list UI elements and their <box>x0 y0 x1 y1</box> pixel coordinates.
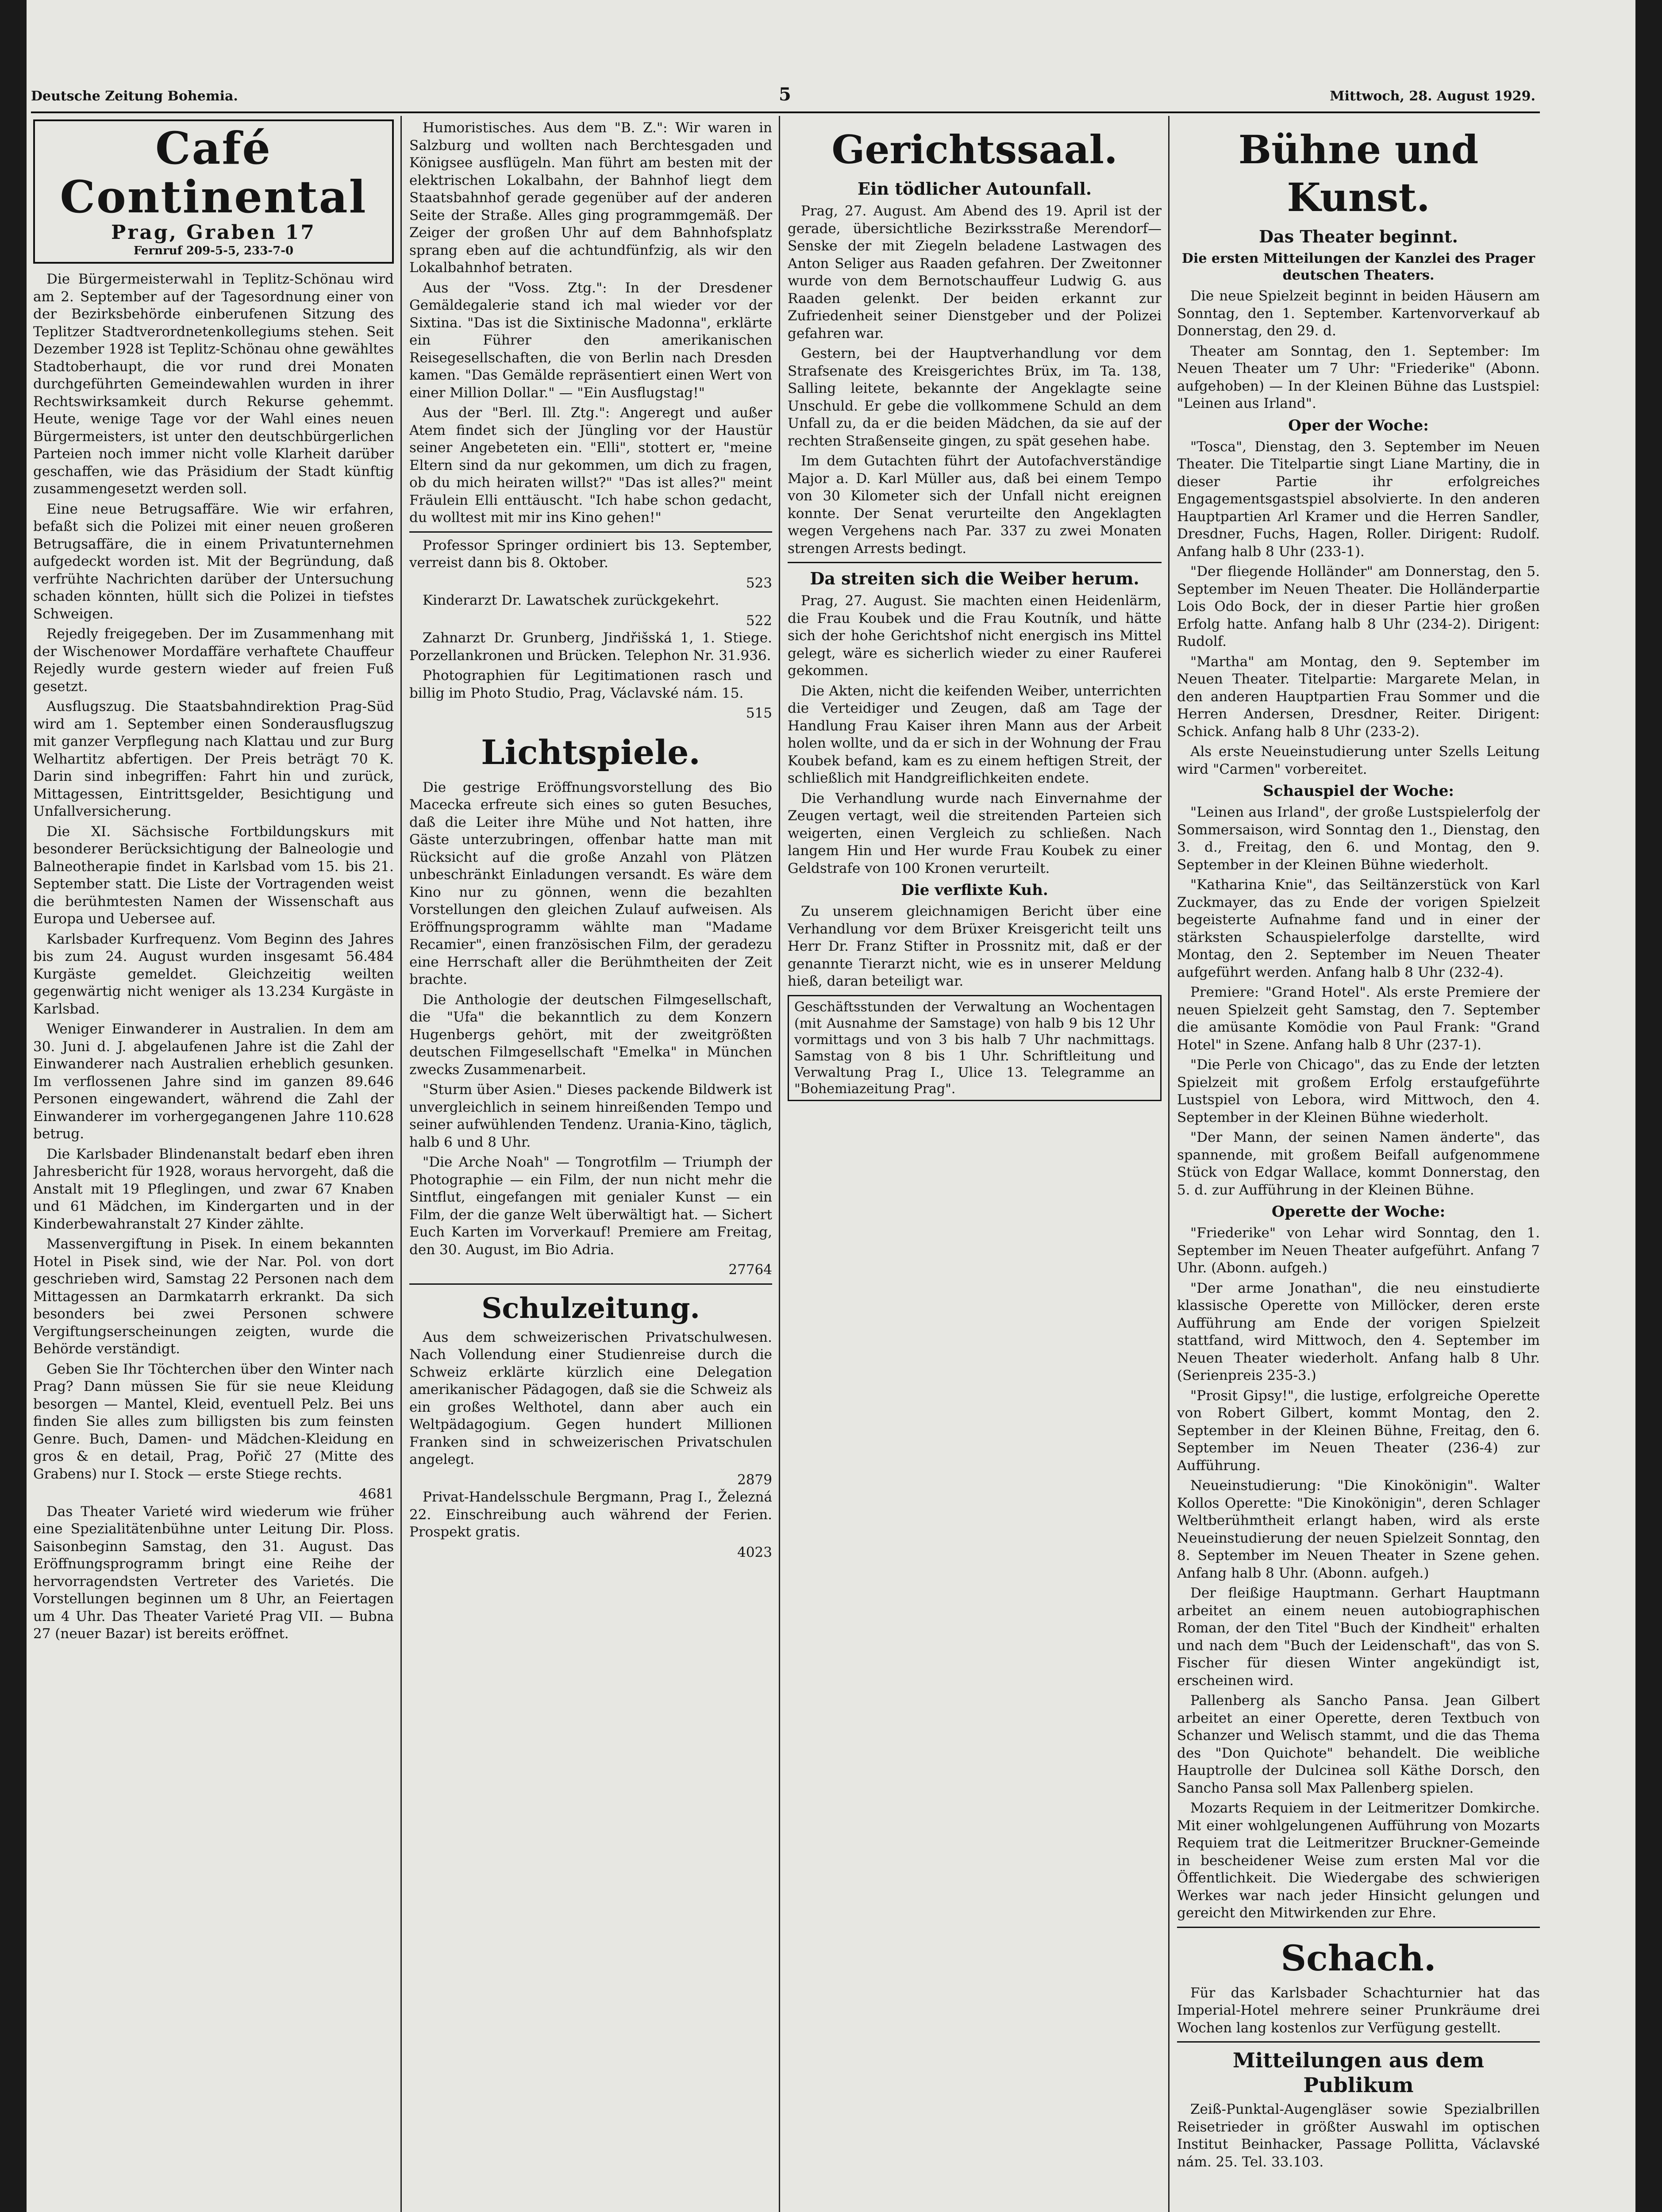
article-headline: Die verflixte Kuh. <box>901 881 1048 899</box>
column-2 <box>409 119 772 2212</box>
column-3 <box>788 119 1162 2212</box>
sub-heading: Oper der Woche: <box>1288 416 1429 434</box>
article-paragraph: "Martha" am Montag, den 9. September im Neuen Theater. Titelpartie: Margarete Melan, in den anderen Hauptpartien Frau Sommer und die Herren Andersen, Dresdner, Reiter. Dirigent: Schick. Anfang halb 8 Uhr (233-2). <box>1177 653 1540 740</box>
notice: Professor Springer ordiniert bis 13. September, verreist dann bis 8. Oktober. <box>409 537 772 571</box>
article-paragraph: Die Verhandlung wurde nach Einvernahme der Zeugen vertagt, weil die streitenden Parteien sich weigerten, einen Vergleich zu schließen. Nach langem Hin und Her wurde Frau Koubek zu einer Geldstrafe von 100 Kronen verurteilt. <box>788 790 1162 876</box>
column-rule <box>1168 116 1170 2212</box>
ad-address: Prag, Graben 17 <box>111 221 316 244</box>
column-rule <box>400 116 402 2212</box>
article-intro: Die ersten Mitteilungen der Kanzlei des Prager deutschen Theaters. <box>1181 251 1535 283</box>
article-paragraph: Im dem Gutachten führt der Autofachverständige Major a. D. Karl Müller aus, daß bei einem Tempo von 30 Kilometer sich der Unfall nicht ereignen konnte. Der Senat verurteilte den Angeklagten wegen Vergehens nach Par. 337 zu zwei Monaten strengen Arrests bedingt. <box>788 453 1162 557</box>
article-paragraph: Prag, 27. August. Am Abend des 19. April ist der gerade, übersichtliche Bezirksstraße Merendorf—Senske der mit Ziegeln beladene Lastwagen des Anton Seliger aus Raaden gefahren. Der Zweitonner wurde von dem Bernotschauffeur Ludwig G. aus Raaden gelenkt. Der beiden erkannt zur Zufriedenheit seiner Dienstgeber und der Polizei gefahren war. <box>788 203 1162 342</box>
article-headline: Ein tödlicher Autounfall. <box>857 179 1092 199</box>
article-paragraph: Die XI. Sächsische Fortbildungskurs mit besonderer Berücksichtigung der Balneologie und Balneotherapie findet in Karlsbad vom 15. bis 21. September statt. Die Liste der Vortragenden weist die berühmtesten Namen der Wissenschaft aus Europa und Uebersee auf. <box>33 823 394 927</box>
article-paragraph: Humoristisches. Aus dem "B. Z.": Wir waren in Salzburg und wollten nach Berchtesgaden und Königsee ausflügeln. Man führt am besten mit der elektrischen Lokalbahn, der Bahnhof liegt dem Staatsbahnhof gerade gegenüber auf der anderen Seite der Straße. Alles ging programmgemäß. Der Zeiger der großen Uhr auf dem Bahnhofsplatz sprang eben auf die achtundfünfzig, als wir den Lokalbahnhof betraten. <box>409 120 772 276</box>
issue-date: Mittwoch, 28. August 1929. <box>1330 88 1535 104</box>
article-paragraph: "Die Arche Noah" — Tongrotfilm — Triumph der Photographie — ein Film, der nun nicht mehr die Sintflut, eingefangen mit genialer Kunst — ein Film, der die ganze Welt überwältigt hat. — Sichert Euch Karten im Vorverkauf! Premiere am Freitag, den 30. August, im Bio Adria. <box>409 1154 772 1258</box>
divider <box>409 531 772 533</box>
article-paragraph: Eine neue Betrugsaffäre. Wie wir erfahren, befaßt sich die Polizei mit einer neuen großeren Betrugsaffäre, die in einem Privatunternehmen aufgedeckt worden ist. Mit der Begründung, daß verfrühte Nachrichten darüber der Untersuchung schaden könnten, hüllt sich die Polizei in tiefstes Schweigen. <box>33 501 394 622</box>
article-paragraph: Geben Sie Ihr Töchterchen über den Winter nach Prag? Dann müssen Sie für sie neue Kleidung besorgen — Mantel, Kleid, eventuell Pelz. Bei uns finden Sie alles zum billigsten bis zum feinsten Genre. Buch, Damen- und Mädchen-Kleidung en gros & en detail, Prag, Pořič 27 (Mitte des Grabens) nur I. Stock — erste Stiege rechts. <box>33 1361 394 1482</box>
sub-heading: Operette der Woche: <box>1271 1203 1446 1221</box>
article-paragraph: "Friederike" von Lehar wird Sonntag, den 1. September im Neuen Theater aufgeführt. Anfang 7 Uhr. (Abonn. aufgeh.) <box>1177 1225 1540 1276</box>
section-title-schulzeitung: Schulzeitung. <box>481 1291 700 1325</box>
article-paragraph: Aus der "Berl. Ill. Ztg.": Angeregt und außer Atem findet sich der Jüngling vor der Haustür seiner Angebeteten ein. "Elli", stottert er, "meine Eltern sind da nur gekommen, um dich zu fragen, ob du mich heiraten willst?" "Das ist alles?" meint Fräulein Elli enttäuscht. "Ich habe schon gedacht, du wolltest mit mir ins Kino gehen!" <box>409 405 772 526</box>
article-paragraph: Für das Karlsbader Schachturnier hat das Imperial-Hotel mehrere seiner Prunkräume drei Wochen lang kostenlos zur Verfügung gestellt. <box>1177 1985 1540 2036</box>
notice: Kinderarzt Dr. Lawatschek zurückgekehrt. <box>423 592 719 608</box>
article-paragraph: Premiere: "Grand Hotel". Als erste Premiere der neuen Spielzeit geht Samstag, den 7. September die amüsante Komödie von Paul Frank: "Grand Hotel" in Szene. Anfang halb 8 Uhr (237-1). <box>1177 984 1540 1053</box>
article-paragraph: Zeiß-Punktal-Augengläser sowie Spezialbrillen Reisetrieder in größter Auswahl im optischen Institut Beinhacker, Passage Pollitta, Václavské nám. 25. Tel. 33.103. <box>1177 2101 1540 2170</box>
ad-name: Café Continental <box>60 122 367 223</box>
article-paragraph: Massenvergiftung in Pisek. In einem bekannten Hotel in Pisek sind, wie der Nar. Pol. von dort geschrieben wird, Samstag 22 Personen nach dem Mittagessen an Darmkatarrh erkrankt. Da sich besonders bei zwei Personen schwere Vergiftungserscheinungen zeigten, wurde die Behörde verständigt. <box>33 1236 394 1357</box>
header-rule <box>31 111 1540 113</box>
divider <box>788 562 1162 563</box>
reference-number: 4023 <box>737 1544 772 1560</box>
article-paragraph: Zu unserem gleichnamigen Bericht über eine Verhandlung vor dem Brüxer Kreisgericht teilt uns Herr Dr. Franz Stifter in Prossnitz mit, daß er der genannte Tierarzt nicht, wie es in unserer Meldung hieß, daran beteiligt war. <box>788 903 1162 989</box>
article-paragraph: Aus der "Voss. Ztg.": In der Dresdener Gemäldegalerie stand ich mal wieder vor der Sixtina. "Das ist die Sixtinische Madonna", erklärte ein Führer den amerikanischen Reisegesellschaften, die von Berlin nach Dresden kamen. "Das Gemälde repräsentiert einen Wert von einer Million Dollar." — "Ein Ausflugstag!" <box>409 280 772 401</box>
article-paragraph: Gestern, bei der Hauptverhandlung vor dem Strafsenate des Kreisgerichtes Brüx, im Ta. 138, Salling leitete, bekannte der Angeklagte seine Unschuld. Er gebe die vollkommene Schuld an dem Unfall zu, da er die beiden Mädchen, da sie auf der rechten Straßenseite gingen, zu spät gesehen habe. <box>788 346 1162 449</box>
notice-ref: 522 <box>746 612 772 629</box>
scan-edge-right <box>1635 0 1662 2212</box>
article-paragraph: Prag, 27. August. Sie machten einen Heidenlärm, die Frau Koubek und die Frau Koutník, und hätte sich der hohe Gerichtshof nicht energisch ins Mittel gelegt, wäre es sicherlich wieder zu einer Rauferei gekommen. <box>788 593 1162 679</box>
article-paragraph: Die gestrige Eröffnungsvorstellung des Bio Macecka erfreute sich eines so guten Besuches, daß die Leiter ihre Mühe und Not hatten, ihre Gäste unterzubringen, offenbar hatte man mit Rücksicht auf die große Anzahl von Plätzen unbeschränkt Einladungen versandt. Es wäre dem Kino nur zu gönnen, wenn die bezahlten Vorstellungen den gleichen Zulauf aufweisen. Als Eröffnungsprogramm wählte man "Madame Recamier", einen französischen Film, der geradezu eine Herrschaft aller die Berühmtheiten der Zeit brachte. <box>409 779 772 987</box>
section-title-lichtspiele: Lichtspiele. <box>481 732 700 772</box>
article-headline: Da streiten sich die Weiber herum. <box>810 568 1139 588</box>
reference-number: 4681 <box>359 1486 394 1502</box>
article-paragraph: "Tosca", Dienstag, den 3. September im Neuen Theater. Die Titelpartie singt Liane Martiny, die in dieser Partie ihr erfolgreiches Engagementsgastspiel absolvierte. In den anderen Hauptpartien Arl Kramer und die Herren Sandler, Dresdner, Fuchs, Hagen, Roller. Dirigent: Rudolf. Anfang halb 8 Uhr (233-1). <box>1177 438 1540 560</box>
section-title-schach: Schach. <box>1281 1937 1436 1979</box>
article-paragraph: Theater am Sonntag, den 1. September: Im Neuen Theater um 7 Uhr: "Friederike" (Abonn. aufgehoben) — In der Kleinen Bühne das Lustspiel: "Leinen aus Irland". <box>1177 343 1540 411</box>
notice: Zahnarzt Dr. Grunberg, Jindřišská 1, 1. Stiege. Porzellankronen und Brücken. Telephon Nr. 31.936. <box>409 630 772 664</box>
article-paragraph: Mozarts Requiem in der Leitmeritzer Domkirche. Mit einer wohlgelungenen Aufführung von Mozarts Requiem trat die Leitmeritzer Bruckner-Gemeinde in bescheidener Weise zum ersten Mal vor die Öffentlichkeit. Die Wiedergabe des schwierigen Werkes war nach jeder Hinsicht gelungen und gereicht den Mitwirkenden zur Ehre. <box>1177 1800 1540 1921</box>
article-paragraph: Karlsbader Kurfrequenz. Vom Beginn des Jahres bis zum 24. August wurden insgesamt 56.484 Kurgäste gemeldet. Gleichzeitig weilten gegenwärtig nicht weniger als 13.234 Kurgäste in Karlsbad. <box>33 931 394 1017</box>
article-paragraph: Neueinstudierung: "Die Kinokönigin". Walter Kollos Operette: "Die Kinokönigin", deren Schlager Weltberühmtheit erlangt haben, wird als erste Neueinstudierung der neuen Spielzeit Sonntag, den 8. September im Neuen Theater in Szene gehen. Anfang halb 8 Uhr. (Abonn. aufgeh.) <box>1177 1478 1540 1581</box>
article-paragraph: Weniger Einwanderer in Australien. In dem am 30. Juni d. J. abgelaufenen Jahre ist die Zahl der Einwanderer nach Australien erheblich gesunken. Im verflossenen Jahre sind im ganzen 89.646 Personen eingewandert, während die Zahl der Einwanderer im vorhergegangenen Jahre 110.628 betrug. <box>33 1021 394 1142</box>
section-title-buehne: Bühne und Kunst. <box>1238 127 1479 220</box>
page-header <box>31 84 1535 108</box>
notice-ref: 523 <box>746 575 772 591</box>
article-paragraph: Aus dem schweizerischen Privatschulwesen. Nach Vollendung einer Studienreise durch die Schweiz erklärte kürzlich eine Delegation amerikanischer Pädagogen, daß sie die Schweiz als ein großes Welthotel, dann aber auch ein Weltpädagogium. Gegen hundert Millionen Franken sind in schweizerischen Privatschulen angelegt. <box>409 1329 772 1467</box>
ad-phone: Fernruf 209-5-5, 233-7-0 <box>133 244 294 257</box>
reference-number: 2879 <box>737 1471 772 1488</box>
article-paragraph: "Der Mann, der seinen Namen änderte", das spannende, mit großem Beifall aufgenommene Stück von Edgar Wallace, kommt Donnerstag, den 5. d. zur Aufführung in der Kleinen Bühne. <box>1177 1129 1540 1198</box>
article-paragraph: Die Bürgermeisterwahl in Teplitz-Schönau wird am 2. September auf der Tagesordnung einer von der Bezirksbehörde einberufenen Sitzung des Teplitzer Stadtverordnetenkollegiums stehen. Seit Dezember 1928 ist Teplitz-Schönau ohne gewähltes Stadtoberhaupt, die vor rund drei Monaten durchgeführten Gemeindewahlen wurden in ihrer Rechtswirksamkeit durch Rekurse gehemmt. Heute, wenige Tage vor der Wahl eines neuen Bürgermeisters, ist unter den deutschbürgerlichen Parteien noch immer nicht volle Klarheit darüber geschaffen, wie das Präsidium der Stadt künftig zusammengesetzt werden soll. <box>33 271 394 497</box>
article-paragraph: Die Karlsbader Blindenanstalt bedarf eben ihren Jahresbericht für 1928, woraus hervorgeht, daß die Anstalt mit 19 Pfleglingen, und zwar 67 Knaben und 61 Mädchen, im Kindergarten und in der Kinderbewahranstalt 27 Kinder zählte. <box>33 1146 394 1232</box>
section-title-gerichtssaal: Gerichtssaal. <box>831 127 1118 173</box>
article-paragraph: "Leinen aus Irland", der große Lustspielerfolg der Sommersaison, wird Sonntag den 1., Dienstag, den 3. d., Freitag, den 6. und Montag, den 9. September in der Kleinen Bühne wiederholt. <box>1177 804 1540 873</box>
notice-ref: 515 <box>746 705 772 721</box>
article-headline: Das Theater beginnt. <box>1259 227 1458 246</box>
article-paragraph: Das Theater Varieté wird wiederum wie früher eine Spezialitätenbühne unter Leitung Dir. Ploss. Saisonbeginn Samstag, den 31. August. Das Eröffnungsprogramm bringt eine Reihe der hervorragendsten Vertreter des Varietés. Die Vorstellungen beginnen um 8 Uhr, an Feiertagen um 4 Uhr. Das Theater Varieté Prag VII. — Bubna 27 (neuer Bazar) ist bereits eröffnet. <box>33 1503 394 1642</box>
article-paragraph: Der fleißige Hauptmann. Gerhart Hauptmann arbeitet an einem neuen autobiographischen Roman, der den Titel "Buch der Kindheit" erhalten und nach dem "Buch der Leidenschaft", das von S. Fischer für diesen Winter angekündigt ist, erscheinen wird. <box>1177 1585 1540 1689</box>
divider <box>1177 1927 1540 1928</box>
column-4 <box>1177 119 1540 2212</box>
section-title-publikum: Mitteilungen aus dem Publikum <box>1232 2048 1485 2097</box>
column-1 <box>33 119 394 2212</box>
divider <box>409 1283 772 1285</box>
column-rule <box>779 116 780 2212</box>
article-paragraph: "Der arme Jonathan", die neu einstudierte klassische Operette von Millöcker, deren erste Aufführung am Ende der vorigen Spielzeit stattfand, wird Mittwoch, den 4. September im Neuen Theater wiederholt. Anfang halb 8 Uhr. (Serienpreis 235-3.) <box>1177 1280 1540 1383</box>
sub-heading: Schauspiel der Woche: <box>1263 782 1454 800</box>
article-paragraph: Als erste Neueinstudierung unter Szells Leitung wird "Carmen" vorbereitet. <box>1177 744 1540 777</box>
article-paragraph: "Der fliegende Holländer" am Donnerstag, den 5. September im Neuen Theater. Die Holländerpartie Lois Odo Bock, der in dieser Partie hier großen Erfolg hatte. Anfang halb 8 Uhr (234-2). Dirigent: Rudolf. <box>1177 564 1540 649</box>
article-paragraph: Die neue Spielzeit beginnt in beiden Häusern am Sonntag, den 1. September. Kartenvorverkauf ab Donnerstag, den 29. d. <box>1177 288 1540 339</box>
article-paragraph: Rejedly freigegeben. Der im Zusammenhang mit der Wischenower Mordaffäre verhaftete Chauffeur Rejedly wurde gestern wieder auf freien Fuß gesetzt. <box>33 626 394 695</box>
article-paragraph: Privat-Handelsschule Bergmann, Prag I., Železná 22. Einschreibung auch während der Ferien. Prospekt gratis. <box>409 1489 772 1540</box>
cafe-continental-ad <box>33 119 394 264</box>
article-paragraph: "Sturm über Asien." Dieses packende Bildwerk ist unvergleichlich in seinem hinreißenden Tempo und seiner aufwühlenden Tendenz. Urania-Kino, täglich, halb 6 und 8 Uhr. <box>409 1082 772 1150</box>
article-paragraph: "Prosit Gipsy!", die lustige, erfolgreiche Operette von Robert Gilbert, kommt Montag, den 2. September in der Kleinen Bühne, Freitag, den 6. September im Neuen Theater (236-4) zur Aufführung. <box>1177 1387 1540 1474</box>
newspaper-name: Deutsche Zeitung Bohemia. <box>31 88 238 104</box>
article-paragraph: Die Anthologie der deutschen Filmgesellschaft, die "Ufa" die bekanntlich zu dem Konzern Hugenbergs gehört, mit der zweitgrößten deutschen Filmgesellschaft "Emelka" in München zwecks Zusammenarbeit. <box>409 991 772 1078</box>
article-paragraph: "Die Perle von Chicago", das zu Ende der letzten Spielzeit mit großem Erfolg erstaufgeführte Lustspiel von Lebora, wird Mittwoch, den 4. September in der Kleinen Bühne wiederholt. <box>1177 1057 1540 1125</box>
article-paragraph: Ausflugszug. Die Staatsbahndirektion Prag-Süd wird am 1. September einen Sonderausflugszug mit ganzer Verpflegung nach Klattau und zur Burg Welhartitz abfertigen. Der Preis beträgt 70 K. Darin sind inbegriffen: Fahrt hin und zurück, Mittagessen, Eintrittsgelder, Besichtigung und Unfallversicherung. <box>33 699 394 819</box>
page-number: 5 <box>779 84 791 105</box>
office-hours-box: Geschäftsstunden der Verwaltung an Wochentagen (mit Ausnahme der Samstage) von halb 9 bis 12 Uhr vormittags und von 3 bis halb 7 Uhr nachmittags. Samstag von 8 bis 1 Uhr. Schriftleitung und Verwaltung Prag I., Ulice 13. Telegramme an "Bohemiazeitung Prag". <box>788 995 1162 1101</box>
divider <box>1177 2041 1540 2043</box>
article-paragraph: Pallenberg als Sancho Pansa. Jean Gilbert arbeitet an einer Operette, deren Textbuch von Schanzer und Welisch stammt, und die das Thema des "Don Quichote" behandelt. Die weibliche Hauptrolle der Dulcinea soll Käthe Dorsch, den Sancho Pansa soll Max Pallenberg spielen. <box>1177 1693 1540 1796</box>
article-paragraph: "Katharina Knie", das Seiltänzerstück von Karl Zuckmayer, das zu Ende der vorigen Spielzeit begeisterte Aufnahme fand und in einer der stärksten Schauspielerfolge darstellte, wird Montag, den 2. September im Neuen Theater aufgeführt werden. Anfang halb 8 Uhr (232-4). <box>1177 877 1540 980</box>
notice: Photographien für Legitimationen rasch und billig im Photo Studio, Prag, Václavské nám. 15. <box>409 668 772 701</box>
reference-number: 27764 <box>728 1262 772 1278</box>
scan-edge-left <box>0 0 27 2212</box>
article-paragraph: Die Akten, nicht die keifenden Weiber, unterrichten die Verteidiger und Zeugen, daß am Tage der Handlung Frau Kaiser ihren Mann aus der Arbeit holen wollte, und da er sich in der Wohnung der Frau Koubek befand, kam es zu einem heftigen Streit, der schließlich mit Handgreiflichkeiten endete. <box>788 683 1162 786</box>
